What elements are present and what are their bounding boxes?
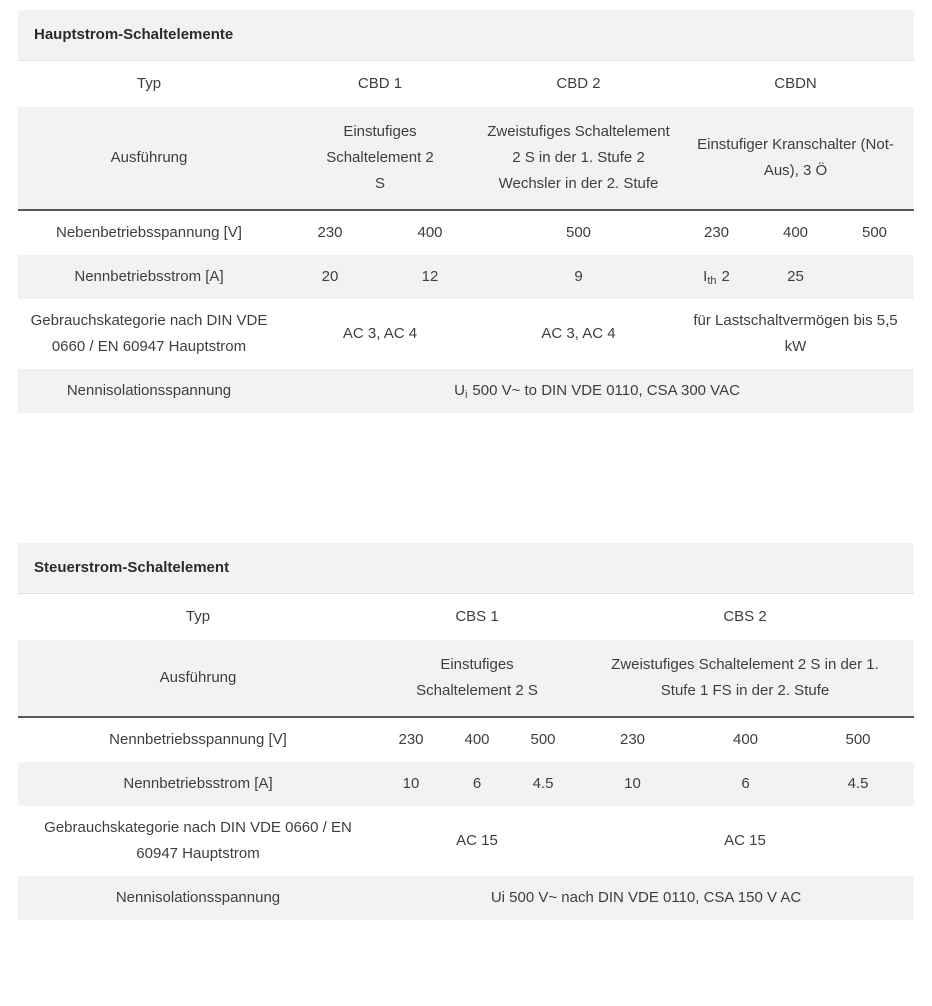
cell-ausfuehrung-cbs1 (378, 640, 576, 717)
hauptstrom-spannung-row (18, 210, 914, 255)
cell-strom-cbs2-b: 6 (689, 762, 802, 806)
cell-spannung-cbs2-230: 230 (576, 717, 689, 762)
ausfuehrung-cbs1-text: Einstufiges Schaltelement 2 S (416, 656, 538, 699)
hauptstrom-kategorie-row (18, 299, 914, 369)
steuerstrom-ausfuehrung-row (18, 640, 914, 717)
steuerstrom-strom-row (18, 762, 914, 806)
row-label-ausfuehrung: Ausführung (18, 107, 280, 210)
row-label-typ: Typ (18, 61, 280, 108)
row-label-gebrauchskategorie: Gebrauchskategorie nach DIN VDE 0660 / EN 60947 Hauptstrom (18, 299, 280, 369)
cell-kategorie-cbdn (677, 299, 914, 369)
row-label-nennbetriebsstrom-2: Nennbetriebsstrom [A] (18, 762, 378, 806)
steuerstrom-isolation-row (18, 876, 914, 920)
row-label-nennisolationsspannung-2: Nennisolationsspannung (18, 876, 378, 920)
row-label-ausfuehrung-2: Ausführung (18, 640, 378, 717)
col-header-cbd2: CBD 2 (480, 61, 677, 108)
cell-strom-cbdn-ith (677, 255, 756, 299)
ausfuehrung-cbs2-text: Zweistufiges Schaltelement 2 S in der 1. Stufe 1 FS in der 2. Stufe (611, 656, 879, 699)
row-label-gebrauchskategorie-2: Gebrauchskategorie nach DIN VDE 0660 / EN 60947 Hauptstrom (18, 806, 378, 876)
col-header-cbs2: CBS 2 (576, 594, 914, 641)
tables-spacer (18, 413, 914, 543)
ith-value: 2 (721, 268, 730, 285)
cell-spannung-cbd1-400: 400 (380, 210, 480, 255)
col-header-cbdn: CBDN (677, 61, 914, 108)
ith-symbol: I (703, 268, 708, 285)
steuerstrom-table (18, 543, 914, 920)
cell-spannung-cbd1-230: 230 (280, 210, 380, 255)
cell-spannung-cbs1-500: 500 (510, 717, 576, 762)
ausfuehrung-cbd1-text: Einstufiges Schaltelement 2 S (326, 123, 434, 192)
kategorie-cbdn-text: für Lastschaltvermögen bis 5,5 kW (693, 312, 898, 355)
cell-kategorie-cbs2: AC 15 (576, 806, 914, 876)
cell-strom-cbs1-c: 4.5 (510, 762, 576, 806)
hauptstrom-table (18, 10, 914, 413)
cell-spannung-cbd2-500: 500 (480, 210, 677, 255)
hauptstrom-ausfuehrung-row (18, 107, 914, 210)
hauptstrom-typ-row (18, 61, 914, 108)
ausfuehrung-cbdn-text: Einstufiger Kranschalter (Not-Aus), 3 Ö (697, 136, 894, 179)
cell-kategorie-cbd2: AC 3, AC 4 (480, 299, 677, 369)
steuerstrom-typ-row (18, 594, 914, 641)
cell-strom-cbdn-c (835, 255, 914, 299)
cell-kategorie-cbs1: AC 15 (378, 806, 576, 876)
cell-strom-cbs1-a: 10 (378, 762, 444, 806)
cell-strom-cbs1-b: 6 (444, 762, 510, 806)
cell-spannung-cbdn-230: 230 (677, 210, 756, 255)
hauptstrom-title-row (18, 10, 914, 61)
cell-ausfuehrung-cbd2 (480, 107, 677, 210)
cell-ausfuehrung-cbdn (677, 107, 914, 210)
hauptstrom-table-title: Hauptstrom-Schaltelemente (18, 10, 914, 61)
cell-strom-cbs2-c: 4.5 (802, 762, 914, 806)
cell-ausfuehrung-cbs2 (576, 640, 914, 717)
cell-spannung-cbs1-400: 400 (444, 717, 510, 762)
ausfuehrung-cbd2-text: Zweistufiges Schaltelement 2 S in der 1. Stufe 2 Wechsler in der 2. Stufe (487, 123, 670, 192)
row-label-nennbetriebsstrom: Nennbetriebsstrom [A] (18, 255, 280, 299)
cell-isolation-value (280, 369, 914, 413)
cell-isolation-value-2: Ui 500 V~ nach DIN VDE 0110, CSA 150 V AC (378, 876, 914, 920)
cell-spannung-cbs2-500: 500 (802, 717, 914, 762)
ui-subscript: i (464, 389, 468, 401)
steuerstrom-table-title: Steuerstrom-Schaltelement (18, 543, 914, 594)
cell-ausfuehrung-cbd1 (280, 107, 480, 210)
cell-strom-cbs2-a: 10 (576, 762, 689, 806)
col-header-cbd1: CBD 1 (280, 61, 480, 108)
row-label-nennisolationsspannung: Nennisolationsspannung (18, 369, 280, 413)
isolation-value-text: 500 V~ to DIN VDE 0110, CSA 300 VAC (472, 382, 740, 399)
row-label-typ-2: Typ (18, 594, 378, 641)
ui-symbol: U (454, 382, 465, 399)
col-header-cbs1: CBS 1 (378, 594, 576, 641)
row-label-nebenbetriebsspannung: Nebenbetriebsspannung [V] (18, 210, 280, 255)
steuerstrom-spannung-row (18, 717, 914, 762)
hauptstrom-isolation-row (18, 369, 914, 413)
ith-subscript: th (707, 275, 717, 287)
cell-spannung-cbdn-500: 500 (835, 210, 914, 255)
cell-strom-cbd2: 9 (480, 255, 677, 299)
cell-spannung-cbs2-400: 400 (689, 717, 802, 762)
cell-strom-cbdn-b: 25 (756, 255, 835, 299)
steuerstrom-title-row (18, 543, 914, 594)
cell-kategorie-cbd1: AC 3, AC 4 (280, 299, 480, 369)
cell-strom-cbd1-b: 12 (380, 255, 480, 299)
cell-spannung-cbdn-400: 400 (756, 210, 835, 255)
cell-spannung-cbs1-230: 230 (378, 717, 444, 762)
steuerstrom-kategorie-row (18, 806, 914, 876)
cell-strom-cbd1-a: 20 (280, 255, 380, 299)
row-label-nennbetriebsspannung: Nennbetriebsspannung [V] (18, 717, 378, 762)
hauptstrom-strom-row (18, 255, 914, 299)
